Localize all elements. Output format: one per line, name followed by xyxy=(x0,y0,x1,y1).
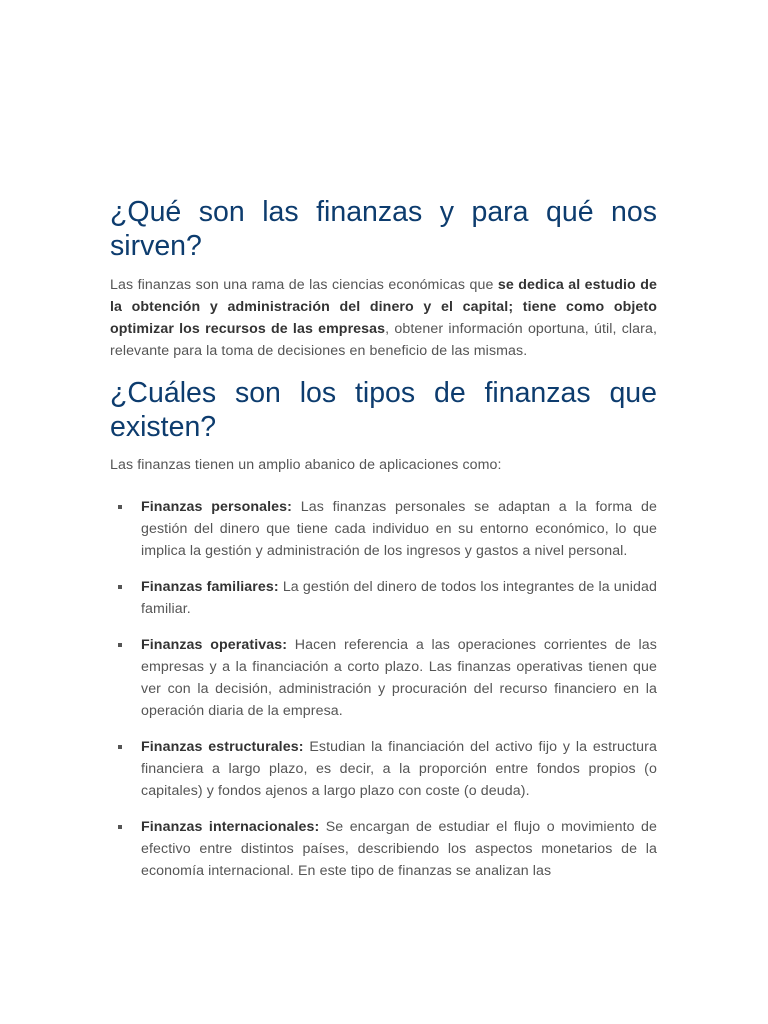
list-item-family xyxy=(110,576,657,620)
list-item-text: Se encargan de estudiar el flujo o movimiento de efectivo entre distintos países, describiendo los aspectos monetarios de la economía internacional. En este tipo de finanzas se analizan las xyxy=(141,819,658,879)
intro-text-bold: se dedica al estudio de la obtención y administración del dinero y el capital; tiene como objeto optimizar los recursos de las empresas xyxy=(110,277,657,337)
list-item-operational xyxy=(110,634,657,722)
finance-types-list xyxy=(110,496,657,882)
square-bullet-icon xyxy=(118,505,122,509)
list-item-structural xyxy=(110,736,657,802)
list-item-text: Las finanzas personales se adaptan a la forma de gestión del dinero que tiene cada individuo en su entorno económico, lo que implica la gestión y administración de los ingresos y gastos a nivel personal. xyxy=(141,499,657,559)
intro-paragraph xyxy=(110,274,657,362)
list-item-term: Finanzas familiares: xyxy=(141,579,279,595)
square-bullet-icon xyxy=(118,745,122,749)
square-bullet-icon xyxy=(118,643,122,647)
heading-what-are-finances: ¿Qué son las finanzas y para qué nos sirven? xyxy=(110,196,657,262)
list-item-text: Hacen referencia a las operaciones corrientes de las empresas y a la financiación a corto plazo. Las finanzas operativas tienen que ver con la decisión, administración y procuración del recurso financiero en la operación diaria de la empresa. xyxy=(141,637,657,719)
list-item-international xyxy=(110,816,657,882)
square-bullet-icon xyxy=(118,825,122,829)
list-item-text: Estudian la financiación del activo fijo y la estructura financiera a largo plazo, es decir, a la proporción entre fondos propios (o capitales) y fondos ajenos a largo plazo con coste (o deuda). xyxy=(141,739,657,799)
heading-types-of-finances: ¿Cuáles son los tipos de finanzas que existen? xyxy=(110,377,657,443)
square-bullet-icon xyxy=(118,585,122,589)
types-lead-paragraph: Las finanzas tienen un amplio abanico de aplicaciones como: xyxy=(110,457,502,473)
document-page xyxy=(110,195,657,896)
intro-text-end: , obtener información oportuna, útil, clara, relevante para la toma de decisiones en beneficio de las mismas. xyxy=(110,321,657,359)
intro-text-start: Las finanzas son una rama de las ciencias económicas que xyxy=(110,277,498,293)
list-item-term: Finanzas estructurales: xyxy=(141,739,304,755)
list-item-term: Finanzas internacionales: xyxy=(141,819,320,835)
list-item-personal xyxy=(110,496,657,562)
list-item-term: Finanzas personales: xyxy=(141,499,292,515)
list-item-text: La gestión del dinero de todos los integrantes de la unidad familiar. xyxy=(141,579,657,617)
list-item-term: Finanzas operativas: xyxy=(141,637,288,653)
